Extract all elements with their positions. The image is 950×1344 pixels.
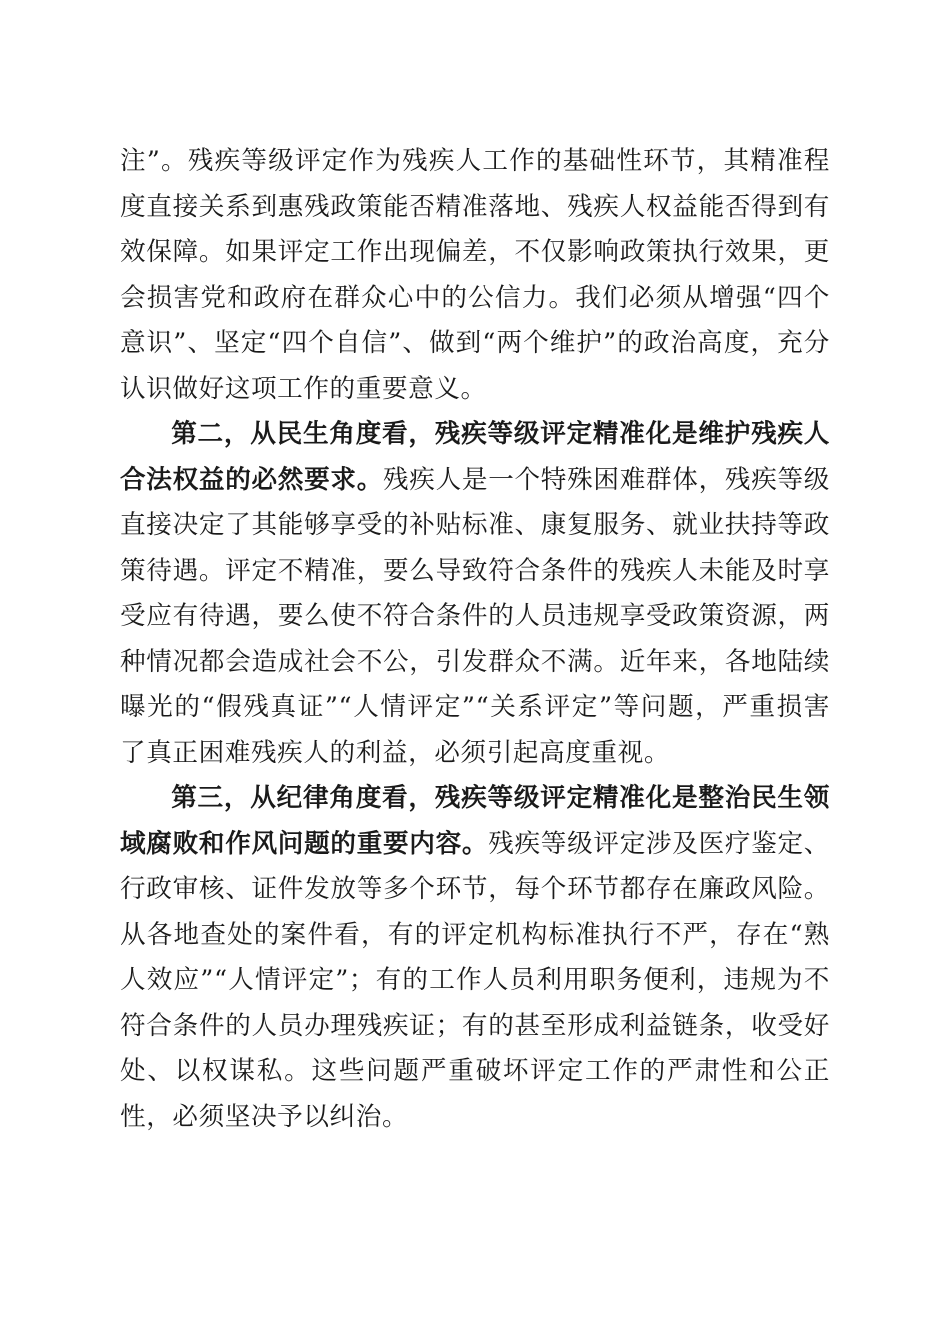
paragraph-3-lead: 第三，从纪律角度看，残疾等级评定精准化是整治民生领域腐败和作风问题的重要内容。 [120,783,830,859]
paragraph-1 [120,139,830,412]
paragraph-1-text: 注”。残疾等级评定作为残疾人工作的基础性环节，其精准程度直接关系到惠残政策能否精准落地、残疾人权益能否得到有效保障。如果评定工作出现偏差，不仅影响政策执行效果，更会损害党和政府在群众心中的公信力。我们必须从增强“四个意识”、坚定“四个自信”、做到“两个维护”的政治高度，充分认识做好这项工作的重要意义。 [120,146,830,404]
paragraph-3 [120,776,830,1140]
paragraph-3-text: 残疾等级评定涉及医疗鉴定、行政审核、证件发放等多个环节，每个环节都存在廉政风险。从各地查处的案件看，有的评定机构标准执行不严，存在“熟人效应”“人情评定”；有的工作人员利用职务便利，违规为不符合条件的人员办理残疾证；有的甚至形成利益链条，收受好处、以权谋私。这些问题严重破坏评定工作的严肃性和公正性，必须坚决予以纠治。 [120,828,830,1132]
paragraph-2 [120,412,830,776]
paragraph-2-text: 残疾人是一个特殊困难群体，残疾等级直接决定了其能够享受的补贴标准、康复服务、就业扶持等政策待遇。评定不精准，要么导致符合条件的残疾人未能及时享受应有待遇，要么使不符合条件的人员违规享受政策资源，两种情况都会造成社会不公，引发群众不满。近年来，各地陆续曝光的“假残真证”“人情评定”“关系评定”等问题，严重损害了真正困难残疾人的利益，必须引起高度重视。 [120,464,830,768]
document-body [120,139,830,1140]
paragraph-2-lead: 第二，从民生角度看，残疾等级评定精准化是维护残疾人合法权益的必然要求。 [120,419,830,495]
